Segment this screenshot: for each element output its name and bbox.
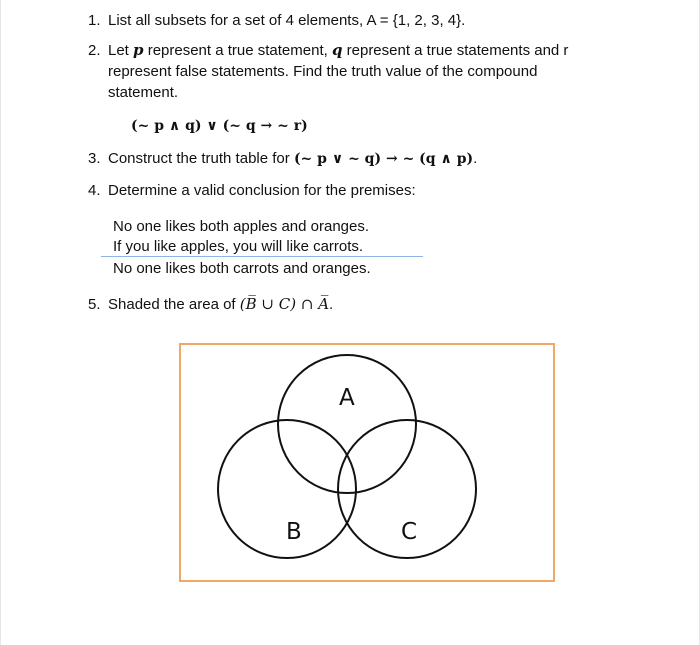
label-a: A bbox=[339, 385, 355, 411]
question-text bbox=[108, 148, 578, 170]
premise-divider bbox=[101, 256, 423, 257]
text-fragment: . bbox=[329, 296, 334, 313]
premise-1: No one likes both apples and oranges. bbox=[113, 218, 370, 235]
premise-2: If you like apples, you will like carrots. bbox=[113, 238, 364, 255]
question-number: 4. bbox=[88, 182, 101, 199]
question-text bbox=[108, 40, 578, 103]
venn-diagram-box bbox=[179, 343, 555, 582]
question-text bbox=[108, 294, 578, 315]
label-c: C bbox=[401, 519, 418, 545]
set-expression: (B̅ ∪ C) ∩ A̅ bbox=[239, 295, 330, 313]
label-b: B bbox=[286, 519, 302, 545]
text-fragment: Construct the truth table for bbox=[108, 150, 294, 167]
question-text: List all subsets for a set of 4 elements, A = {1, 2, 3, 4}. bbox=[108, 12, 466, 29]
text-fragment: represent a true statement, bbox=[143, 42, 332, 59]
variable-p: p bbox=[133, 41, 144, 59]
text-fragment: Shaded the area of bbox=[108, 296, 240, 313]
variable-q: q bbox=[331, 41, 343, 59]
truth-table-formula: (~ p ∨ ~ q) → ~ (q ∧ p) bbox=[293, 151, 474, 167]
venn-diagram bbox=[181, 345, 553, 580]
conclusion: No one likes both carrots and oranges. bbox=[113, 260, 371, 277]
question-number: 5. bbox=[88, 296, 101, 313]
question-number: 3. bbox=[88, 150, 101, 167]
question-number: 1. bbox=[88, 12, 101, 29]
text-fragment: represent a true statements and r represent false statements. Find the truth value of the compound statement. bbox=[108, 42, 569, 101]
text-fragment: Let bbox=[108, 42, 134, 59]
circle-a bbox=[278, 355, 416, 493]
question-text: Determine a valid conclusion for the premises: bbox=[108, 182, 416, 199]
text-fragment: . bbox=[473, 150, 478, 167]
compound-statement-formula: (~ p ∧ q) ∨ (~ q → ~ r) bbox=[131, 118, 308, 134]
question-number: 2. bbox=[88, 42, 101, 59]
